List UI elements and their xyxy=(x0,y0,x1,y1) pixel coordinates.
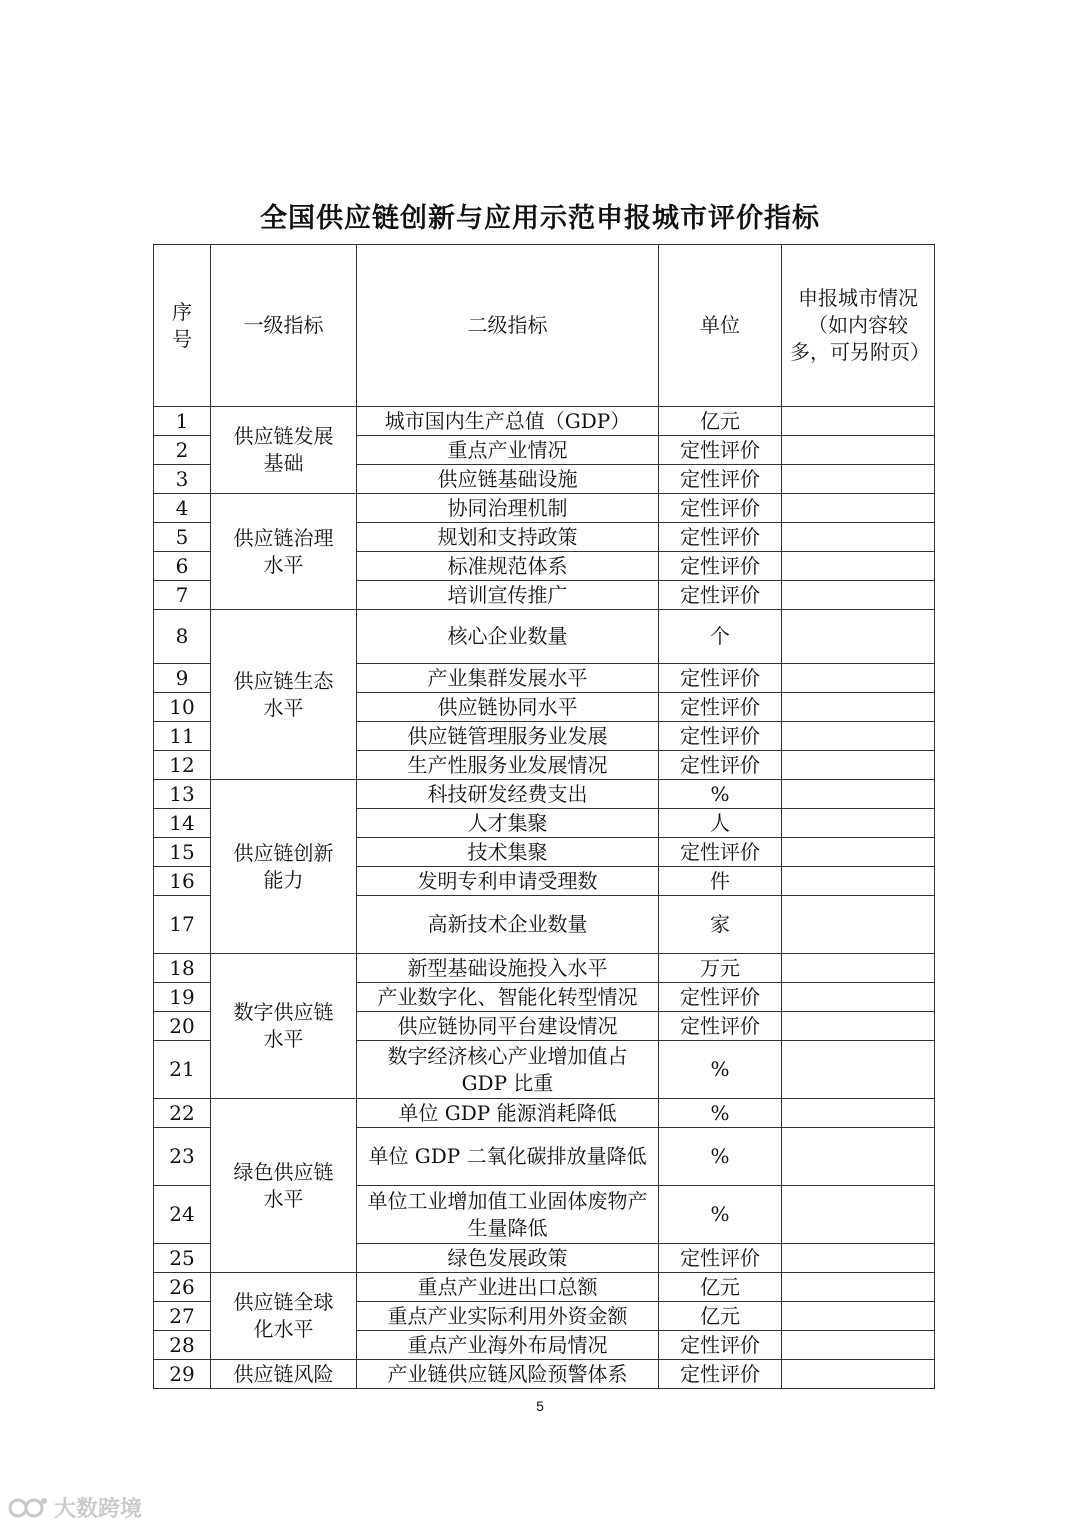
row-number: 11 xyxy=(154,722,211,751)
row-number: 21 xyxy=(154,1041,211,1099)
row-number: 15 xyxy=(154,838,211,867)
unit-cell: % xyxy=(659,1099,782,1128)
table-row xyxy=(154,1099,935,1128)
page-number: 5 xyxy=(536,1398,544,1414)
city-status-cell[interactable] xyxy=(782,407,935,436)
table-row xyxy=(154,1360,935,1389)
city-status-cell[interactable] xyxy=(782,1331,935,1360)
level2-indicator: 产业数字化、智能化转型情况 xyxy=(357,983,659,1012)
city-status-cell[interactable] xyxy=(782,1041,935,1099)
header-city: 申报城市情况（如内容较多，可另附页） xyxy=(782,245,935,407)
row-number: 27 xyxy=(154,1302,211,1331)
level2-indicator: 供应链管理服务业发展 xyxy=(357,722,659,751)
city-status-cell[interactable] xyxy=(782,494,935,523)
city-status-cell[interactable] xyxy=(782,954,935,983)
unit-cell: 定性评价 xyxy=(659,983,782,1012)
row-number: 28 xyxy=(154,1331,211,1360)
level2-indicator: 单位 GDP 二氧化碳排放量降低 xyxy=(357,1128,659,1186)
unit-cell: 件 xyxy=(659,867,782,896)
city-status-cell[interactable] xyxy=(782,1244,935,1273)
row-number: 19 xyxy=(154,983,211,1012)
city-status-cell[interactable] xyxy=(782,838,935,867)
table-row xyxy=(154,780,935,809)
unit-cell: 定性评价 xyxy=(659,722,782,751)
city-status-cell[interactable] xyxy=(782,436,935,465)
city-status-cell[interactable] xyxy=(782,809,935,838)
level1-indicator: 绿色供应链水平 xyxy=(211,1099,357,1273)
table-body xyxy=(154,407,935,1389)
unit-cell: 定性评价 xyxy=(659,436,782,465)
city-status-cell[interactable] xyxy=(782,523,935,552)
level2-indicator: 新型基础设施投入水平 xyxy=(357,954,659,983)
unit-cell: 亿元 xyxy=(659,1302,782,1331)
city-status-cell[interactable] xyxy=(782,610,935,664)
city-status-cell[interactable] xyxy=(782,867,935,896)
row-number: 25 xyxy=(154,1244,211,1273)
row-number: 13 xyxy=(154,780,211,809)
level2-indicator: 发明专利申请受理数 xyxy=(357,867,659,896)
level1-indicator: 供应链生态水平 xyxy=(211,610,357,780)
city-status-cell[interactable] xyxy=(782,1128,935,1186)
row-number: 5 xyxy=(154,523,211,552)
row-number: 18 xyxy=(154,954,211,983)
level2-indicator: 供应链协同水平 xyxy=(357,693,659,722)
level2-indicator: 人才集聚 xyxy=(357,809,659,838)
row-number: 4 xyxy=(154,494,211,523)
level1-indicator: 数字供应链水平 xyxy=(211,954,357,1099)
level2-indicator: 重点产业情况 xyxy=(357,436,659,465)
level2-indicator: 产业集群发展水平 xyxy=(357,664,659,693)
table-row xyxy=(154,494,935,523)
level2-indicator: 重点产业海外布局情况 xyxy=(357,1331,659,1360)
row-number: 14 xyxy=(154,809,211,838)
unit-cell: 定性评价 xyxy=(659,465,782,494)
level2-indicator: 生产性服务业发展情况 xyxy=(357,751,659,780)
header-level1: 一级指标 xyxy=(211,245,357,407)
unit-cell: 定性评价 xyxy=(659,1331,782,1360)
unit-cell: 万元 xyxy=(659,954,782,983)
city-status-cell[interactable] xyxy=(782,664,935,693)
row-number: 9 xyxy=(154,664,211,693)
city-status-cell[interactable] xyxy=(782,581,935,610)
level2-indicator: 标准规范体系 xyxy=(357,552,659,581)
city-status-cell[interactable] xyxy=(782,693,935,722)
unit-cell: 人 xyxy=(659,809,782,838)
row-number: 20 xyxy=(154,1012,211,1041)
table-row xyxy=(154,1273,935,1302)
level2-indicator: 技术集聚 xyxy=(357,838,659,867)
row-number: 26 xyxy=(154,1273,211,1302)
level2-indicator: 单位 GDP 能源消耗降低 xyxy=(357,1099,659,1128)
row-number: 10 xyxy=(154,693,211,722)
level1-indicator: 供应链发展基础 xyxy=(211,407,357,494)
level1-indicator: 供应链风险 xyxy=(211,1360,357,1389)
row-number: 6 xyxy=(154,552,211,581)
row-number: 3 xyxy=(154,465,211,494)
unit-cell: 定性评价 xyxy=(659,552,782,581)
level2-indicator: 产业链供应链风险预警体系 xyxy=(357,1360,659,1389)
level2-indicator: 协同治理机制 xyxy=(357,494,659,523)
unit-cell: 定性评价 xyxy=(659,523,782,552)
unit-cell: 亿元 xyxy=(659,407,782,436)
row-number: 17 xyxy=(154,896,211,954)
unit-cell: 定性评价 xyxy=(659,1360,782,1389)
table-header-row xyxy=(154,245,935,407)
level2-indicator: 数字经济核心产业增加值占GDP 比重 xyxy=(357,1041,659,1099)
unit-cell: 定性评价 xyxy=(659,838,782,867)
city-status-cell[interactable] xyxy=(782,983,935,1012)
row-number: 2 xyxy=(154,436,211,465)
level2-indicator: 重点产业实际利用外资金额 xyxy=(357,1302,659,1331)
city-status-cell[interactable] xyxy=(782,1012,935,1041)
level2-indicator: 重点产业进出口总额 xyxy=(357,1273,659,1302)
watermark-text: 大数跨境 xyxy=(54,1497,143,1522)
level2-indicator: 核心企业数量 xyxy=(357,610,659,664)
city-status-cell[interactable] xyxy=(782,751,935,780)
row-number: 24 xyxy=(154,1186,211,1244)
row-number: 7 xyxy=(154,581,211,610)
city-status-cell[interactable] xyxy=(782,896,935,954)
document-title: 全国供应链创新与应用示范申报城市评价指标 xyxy=(260,203,820,234)
level2-indicator: 绿色发展政策 xyxy=(357,1244,659,1273)
row-number: 29 xyxy=(154,1360,211,1389)
unit-cell: 个 xyxy=(659,610,782,664)
unit-cell: % xyxy=(659,1186,782,1244)
city-status-cell[interactable] xyxy=(782,1360,935,1389)
unit-cell: 定性评价 xyxy=(659,1012,782,1041)
city-status-cell[interactable] xyxy=(782,465,935,494)
level1-indicator: 供应链创新能力 xyxy=(211,780,357,954)
unit-cell: 家 xyxy=(659,896,782,954)
unit-cell: 定性评价 xyxy=(659,1244,782,1273)
indicator-table xyxy=(153,244,935,1389)
level2-indicator: 高新技术企业数量 xyxy=(357,896,659,954)
level2-indicator: 规划和支持政策 xyxy=(357,523,659,552)
unit-cell: 定性评价 xyxy=(659,664,782,693)
unit-cell: % xyxy=(659,1041,782,1099)
row-number: 23 xyxy=(154,1128,211,1186)
watermark-logo-icon xyxy=(8,1495,50,1521)
city-status-cell[interactable] xyxy=(782,722,935,751)
unit-cell: 定性评价 xyxy=(659,751,782,780)
level2-indicator: 单位工业增加值工业固体废物产生量降低 xyxy=(357,1186,659,1244)
city-status-cell[interactable] xyxy=(782,1273,935,1302)
city-status-cell[interactable] xyxy=(782,1302,935,1331)
header-unit: 单位 xyxy=(659,245,782,407)
unit-cell: % xyxy=(659,1128,782,1186)
table-row xyxy=(154,954,935,983)
watermark xyxy=(8,1492,142,1523)
unit-cell: 定性评价 xyxy=(659,494,782,523)
row-number: 22 xyxy=(154,1099,211,1128)
city-status-cell[interactable] xyxy=(782,780,935,809)
level2-indicator: 供应链协同平台建设情况 xyxy=(357,1012,659,1041)
table-row xyxy=(154,610,935,664)
row-number: 16 xyxy=(154,867,211,896)
header-level2: 二级指标 xyxy=(357,245,659,407)
row-number: 1 xyxy=(154,407,211,436)
header-seq: 序号 xyxy=(154,245,211,407)
level2-indicator: 科技研发经费支出 xyxy=(357,780,659,809)
level2-indicator: 城市国内生产总值（GDP） xyxy=(357,407,659,436)
level2-indicator: 供应链基础设施 xyxy=(357,465,659,494)
table-row xyxy=(154,407,935,436)
city-status-cell[interactable] xyxy=(782,552,935,581)
unit-cell: % xyxy=(659,780,782,809)
level1-indicator: 供应链治理水平 xyxy=(211,494,357,610)
unit-cell: 定性评价 xyxy=(659,693,782,722)
unit-cell: 定性评价 xyxy=(659,581,782,610)
row-number: 12 xyxy=(154,751,211,780)
unit-cell: 亿元 xyxy=(659,1273,782,1302)
row-number: 8 xyxy=(154,610,211,664)
city-status-cell[interactable] xyxy=(782,1099,935,1128)
city-status-cell[interactable] xyxy=(782,1186,935,1244)
level2-indicator: 培训宣传推广 xyxy=(357,581,659,610)
level1-indicator: 供应链全球化水平 xyxy=(211,1273,357,1360)
